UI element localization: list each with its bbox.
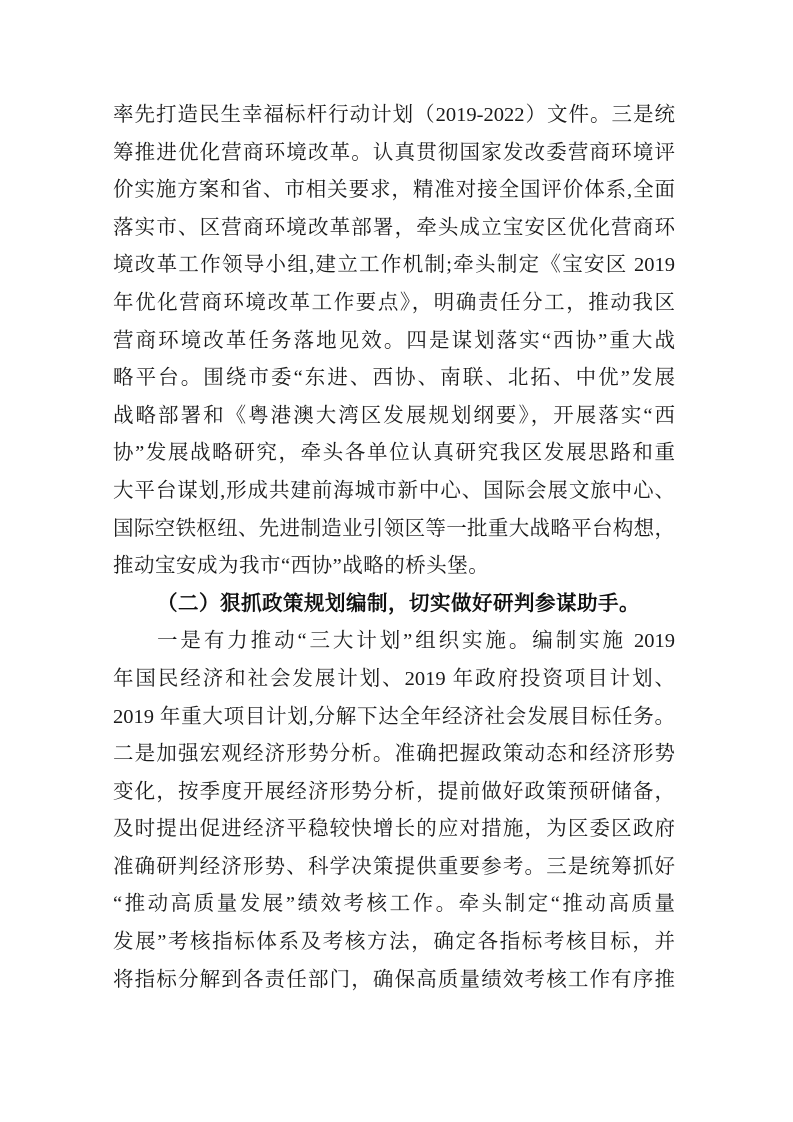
- text-line: “推动高质量发展”绩效考核工作。牵头制定“推动高质量: [113, 893, 675, 916]
- text-line: 变化，按季度开展经济形势分析，提前做好政策预研储备，: [113, 780, 675, 803]
- text-line: 将指标分解到各责任部门，确保高质量绩效考核工作有序推: [113, 968, 675, 991]
- text-line: 营商环境改革任务落地见效。四是谋划落实“西协”重大战: [113, 329, 675, 352]
- text-line: 年优化营商环境改革工作要点》，明确责任分工，推动我区: [113, 291, 675, 314]
- text-line: 2019 年重大项目计划,分解下达全年经济社会发展目标任务。: [113, 705, 675, 728]
- text-line: 国际空铁枢纽、先进制造业引领区等一批重大战略平台构想，: [113, 517, 675, 540]
- text-line: 推动宝安成为我市“西协”战略的桥头堡。: [113, 555, 490, 578]
- text-line: 及时提出促进经济平稳较快增长的应对措施，为区委区政府: [113, 818, 675, 841]
- text-line: 一是有力推动“三大计划”组织实施。编制实施 2019: [157, 630, 675, 653]
- document-text-block: [113, 97, 675, 999]
- text-line: 价实施方案和省、市相关要求，精准对接全国评价体系,全面: [113, 179, 675, 202]
- text-line: 发展”考核指标体系及考核方法，确定各指标考核目标，并: [113, 931, 675, 954]
- text-line: 二是加强宏观经济形势分析。准确把握政策动态和经济形势: [113, 743, 675, 766]
- section-heading: （二）狠抓政策规划编制，切实做好研判参谋助手。: [157, 592, 640, 615]
- text-line: 境改革工作领导小组,建立工作机制;牵头制定《宝安区 2019: [113, 254, 675, 277]
- text-line: 略平台。围绕市委“东进、西协、南联、北拓、中优”发展: [113, 367, 675, 390]
- text-line: 落实市、区营商环境改革部署，牵头成立宝安区优化营商环: [113, 216, 675, 239]
- text-line: 大平台谋划,形成共建前海城市新中心、国际会展文旅中心、: [113, 479, 675, 502]
- text-line: 率先打造民生幸福标杆行动计划（2019-2022）文件。三是统: [113, 104, 675, 126]
- text-line: 协”发展战略研究，牵头各单位认真研究我区发展思路和重: [113, 442, 675, 465]
- text-line: 准确研判经济形势、科学决策提供重要参考。三是统筹抓好: [113, 855, 675, 878]
- text-line: 战略部署和《粤港澳大湾区发展规划纲要》，开展落实“西: [113, 404, 675, 427]
- text-line: 筹推进优化营商环境改革。认真贯彻国家发改委营商环境评: [113, 141, 675, 164]
- text-line: 年国民经济和社会发展计划、2019 年政府投资项目计划、: [113, 667, 675, 690]
